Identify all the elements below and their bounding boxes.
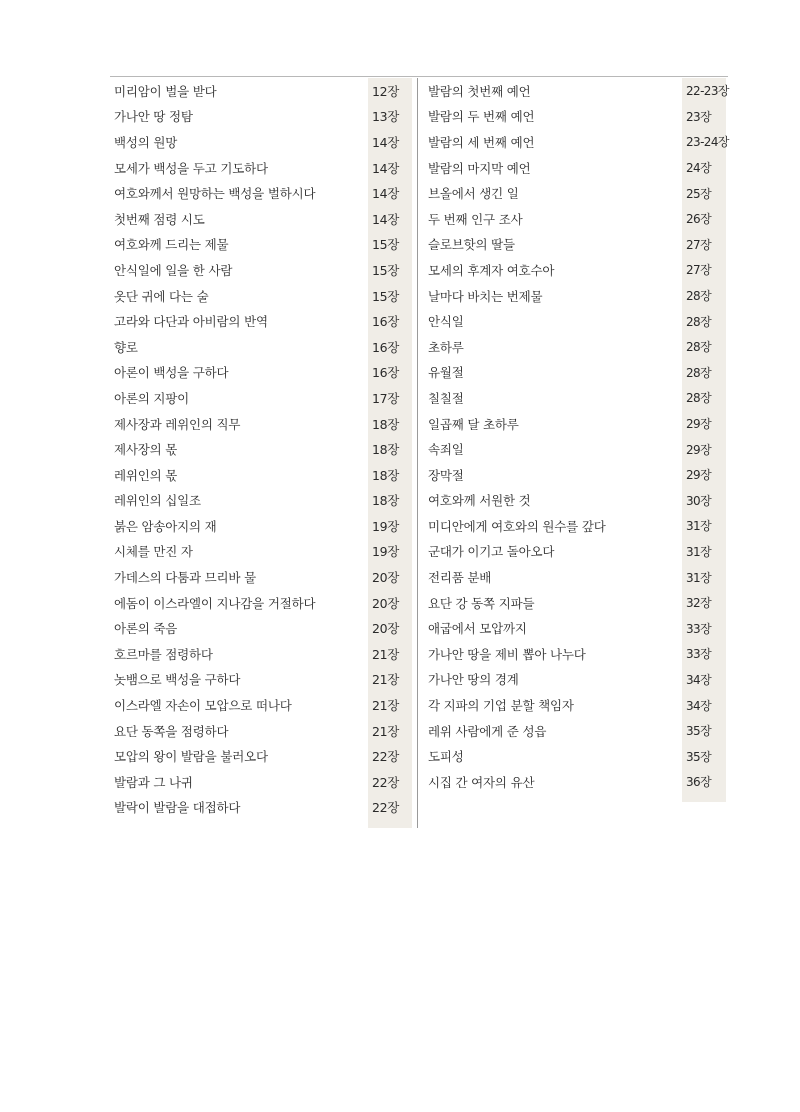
- entry-title: 모세의 후계자 여호수아: [428, 262, 555, 278]
- toc-entry: [110, 539, 412, 565]
- entry-title: 미리암이 벌을 받다: [114, 83, 217, 99]
- entry-chapter: 24장: [686, 161, 712, 176]
- entry-chapter: 16장: [372, 365, 400, 381]
- entry-title: 시집 간 여자의 유산: [428, 774, 535, 790]
- toc-entry: [420, 180, 726, 206]
- toc-entry: [420, 718, 726, 744]
- entry-chapter: 19장: [372, 518, 400, 534]
- entry-title: 발락이 발람을 대접하다: [114, 800, 241, 816]
- toc-entry: [110, 360, 412, 386]
- entry-chapter: 19장: [372, 544, 400, 560]
- entry-chapter: 15장: [372, 237, 400, 253]
- toc-entry: [110, 180, 412, 206]
- column-divider: [417, 78, 418, 828]
- toc-entry: [420, 308, 726, 334]
- entry-chapter: 33장: [686, 647, 712, 662]
- entry-title: 아론의 죽음: [114, 621, 178, 637]
- entry-title: 제사장과 레위인의 직무: [114, 416, 241, 432]
- entry-title: 발람의 마지막 예언: [428, 160, 531, 176]
- entry-title: 백성의 원망: [114, 134, 178, 150]
- toc-entry: [110, 78, 412, 104]
- toc-entry: [420, 360, 726, 386]
- entry-title: 안식일: [428, 314, 464, 330]
- entry-title: 레위인의 몫: [114, 467, 178, 483]
- entry-chapter: 29장: [686, 468, 712, 483]
- toc-entry: [420, 334, 726, 360]
- entry-title: 발람과 그 나귀: [114, 774, 193, 790]
- toc-entry: [110, 283, 412, 309]
- entry-chapter: 20장: [372, 570, 400, 586]
- toc-entry: [420, 436, 726, 462]
- entry-title: 모세가 백성을 두고 기도하다: [114, 160, 268, 176]
- toc-entry: [110, 334, 412, 360]
- entry-chapter: 33장: [686, 621, 712, 636]
- toc-entry: [110, 488, 412, 514]
- toc-entry: [110, 411, 412, 437]
- toc-entry: [420, 155, 726, 181]
- entry-title: 고라와 다단과 아비람의 반역: [114, 314, 268, 330]
- toc-entry: [110, 667, 412, 693]
- entry-chapter: 35장: [686, 724, 712, 739]
- entry-chapter: 31장: [686, 519, 712, 534]
- entry-chapter: 22장: [372, 800, 400, 816]
- toc-entry: [420, 232, 726, 258]
- entry-chapter: 15장: [372, 288, 400, 304]
- entry-title: 모압의 왕이 발람을 불러오다: [114, 749, 268, 765]
- toc-entry: [110, 155, 412, 181]
- toc-entry: [420, 104, 726, 130]
- toc-entry: [110, 257, 412, 283]
- entry-title: 가데스의 다툼과 므리바 물: [114, 570, 256, 586]
- entry-chapter: 28장: [686, 391, 712, 406]
- entry-chapter: 21장: [372, 723, 400, 739]
- entry-chapter: 20장: [372, 595, 400, 611]
- toc-entry: [420, 513, 726, 539]
- entry-chapter: 21장: [372, 646, 400, 662]
- entry-title: 각 지파의 기업 분할 책임자: [428, 698, 574, 714]
- entry-chapter: 26장: [686, 212, 712, 227]
- entry-title: 여호와께 드리는 제물: [114, 237, 229, 253]
- entry-chapter: 28장: [686, 340, 712, 355]
- toc-entry: [420, 462, 726, 488]
- toc-entry: [420, 539, 726, 565]
- entry-title: 레위인의 십일조: [114, 493, 201, 509]
- entry-title: 이스라엘 자손이 모압으로 떠나다: [114, 698, 292, 714]
- toc-entry: [420, 743, 726, 769]
- entry-title: 호르마를 점령하다: [114, 646, 213, 662]
- toc-entry: [420, 590, 726, 616]
- entry-title: 군대가 이기고 돌아오다: [428, 544, 555, 560]
- toc-entry: [420, 385, 726, 411]
- entry-title: 애굽에서 모압까지: [428, 621, 527, 637]
- entry-chapter: 18장: [372, 442, 400, 458]
- toc-entry: [420, 692, 726, 718]
- toc-entry: [110, 513, 412, 539]
- entry-title: 첫번째 점령 시도: [114, 211, 205, 227]
- toc-entry: [110, 462, 412, 488]
- toc-entry: [110, 104, 412, 130]
- entry-title: 장막절: [428, 467, 464, 483]
- entry-chapter: 22장: [372, 774, 400, 790]
- entry-title: 가나안 땅 정탐: [114, 109, 193, 125]
- entry-chapter: 25장: [686, 186, 712, 201]
- entry-chapter: 12장: [372, 83, 400, 99]
- entry-title: 제사장의 몫: [114, 442, 178, 458]
- entry-chapter: 21장: [372, 698, 400, 714]
- entry-chapter: 22장: [372, 749, 400, 765]
- entry-title: 에돔이 이스라엘이 지나감을 거절하다: [114, 595, 316, 611]
- entry-chapter: 27장: [686, 263, 712, 278]
- entry-chapter: 34장: [686, 672, 712, 687]
- toc-entry: [110, 743, 412, 769]
- entry-title: 도피성: [428, 749, 464, 765]
- entry-title: 아론이 백성을 구하다: [114, 365, 229, 381]
- entry-chapter: 29장: [686, 417, 712, 432]
- entry-title: 향로: [114, 339, 138, 355]
- entry-chapter: 14장: [372, 211, 400, 227]
- entry-chapter: 18장: [372, 416, 400, 432]
- entry-chapter: 23-24장: [686, 135, 729, 150]
- entry-title: 가나안 땅의 경계: [428, 672, 519, 688]
- entry-chapter: 32장: [686, 596, 712, 611]
- entry-title: 요단 동쪽을 점령하다: [114, 723, 229, 739]
- entry-title: 여호와께서 원망하는 백성을 벌하시다: [114, 186, 316, 202]
- toc-entry: [110, 308, 412, 334]
- entry-chapter: 20장: [372, 621, 400, 637]
- entry-title: 두 번째 인구 조사: [428, 211, 523, 227]
- entry-title: 놋뱀으로 백성을 구하다: [114, 672, 241, 688]
- entry-chapter: 28장: [686, 314, 712, 329]
- entry-chapter: 14장: [372, 160, 400, 176]
- entry-chapter: 34장: [686, 698, 712, 713]
- entry-title: 날마다 바치는 번제물: [428, 288, 543, 304]
- entry-chapter: 21장: [372, 672, 400, 688]
- entry-chapter: 18장: [372, 493, 400, 509]
- toc-entry: [420, 615, 726, 641]
- toc-entry: [420, 769, 726, 795]
- entry-title: 요단 강 동쪽 지파들: [428, 595, 535, 611]
- toc-entry: [420, 667, 726, 693]
- toc-entry: [420, 257, 726, 283]
- entry-chapter: 29장: [686, 442, 712, 457]
- entry-title: 레위 사람에게 준 성읍: [428, 723, 547, 739]
- entry-title: 가나안 땅을 제비 뽑아 나누다: [428, 646, 586, 662]
- entry-chapter: 36장: [686, 775, 712, 790]
- entry-chapter: 14장: [372, 186, 400, 202]
- entry-title: 발람의 세 번째 예언: [428, 134, 535, 150]
- entry-chapter: 30장: [686, 493, 712, 508]
- toc-entry: [420, 564, 726, 590]
- toc-entry: [110, 692, 412, 718]
- toc-entry: [420, 206, 726, 232]
- entry-chapter: 31장: [686, 570, 712, 585]
- toc-entry: [420, 283, 726, 309]
- toc-entry: [110, 385, 412, 411]
- entry-chapter: 28장: [686, 289, 712, 304]
- entry-title: 칠칠절: [428, 390, 464, 406]
- toc-entry: [110, 795, 412, 821]
- entry-title: 속죄일: [428, 442, 464, 458]
- entry-title: 브올에서 생긴 일: [428, 186, 519, 202]
- entry-chapter: 15장: [372, 262, 400, 278]
- toc-entry: [420, 129, 729, 155]
- toc-entry: [110, 718, 412, 744]
- entry-chapter: 31장: [686, 544, 712, 559]
- entry-title: 유월절: [428, 365, 464, 381]
- entry-title: 붉은 암송아지의 재: [114, 518, 217, 534]
- toc-entry: [420, 641, 726, 667]
- toc-entry: [110, 206, 412, 232]
- entry-title: 초하루: [428, 339, 464, 355]
- entry-chapter: 16장: [372, 314, 400, 330]
- toc-entry: [420, 488, 726, 514]
- entry-chapter: 35장: [686, 749, 712, 764]
- toc-entry: [420, 411, 726, 437]
- top-rule: [110, 76, 728, 77]
- entry-title: 일곱째 달 초하루: [428, 416, 519, 432]
- toc-entry: [110, 615, 412, 641]
- entry-title: 슬로브핫의 딸들: [428, 237, 515, 253]
- toc-column-left: [110, 78, 412, 820]
- entry-title: 미디안에게 여호와의 원수를 갚다: [428, 518, 606, 534]
- entry-chapter: 18장: [372, 467, 400, 483]
- entry-title: 안식일에 일을 한 사람: [114, 262, 233, 278]
- toc-entry: [110, 564, 412, 590]
- entry-title: 전리품 분배: [428, 570, 492, 586]
- entry-chapter: 16장: [372, 339, 400, 355]
- toc-entry: [110, 590, 412, 616]
- toc-entry: [420, 78, 729, 104]
- toc-entry: [110, 232, 412, 258]
- entry-title: 아론의 지팡이: [114, 390, 190, 406]
- entry-chapter: 27장: [686, 237, 712, 252]
- entry-title: 발람의 첫번째 예언: [428, 83, 531, 99]
- entry-chapter: 23장: [686, 109, 712, 124]
- entry-chapter: 17장: [372, 390, 400, 406]
- entry-title: 옷단 귀에 다는 술: [114, 288, 209, 304]
- entry-title: 발람의 두 번째 예언: [428, 109, 535, 125]
- toc-column-right: [420, 78, 729, 795]
- entry-chapter: 22-23장: [686, 84, 729, 99]
- entry-chapter: 14장: [372, 134, 400, 150]
- toc-entry: [110, 129, 412, 155]
- toc-entry: [110, 769, 412, 795]
- toc-entry: [110, 436, 412, 462]
- entry-title: 여호와께 서원한 것: [428, 493, 531, 509]
- entry-title: 시체를 만진 자: [114, 544, 193, 560]
- entry-chapter: 28장: [686, 365, 712, 380]
- entry-chapter: 13장: [372, 109, 400, 125]
- toc-entry: [110, 641, 412, 667]
